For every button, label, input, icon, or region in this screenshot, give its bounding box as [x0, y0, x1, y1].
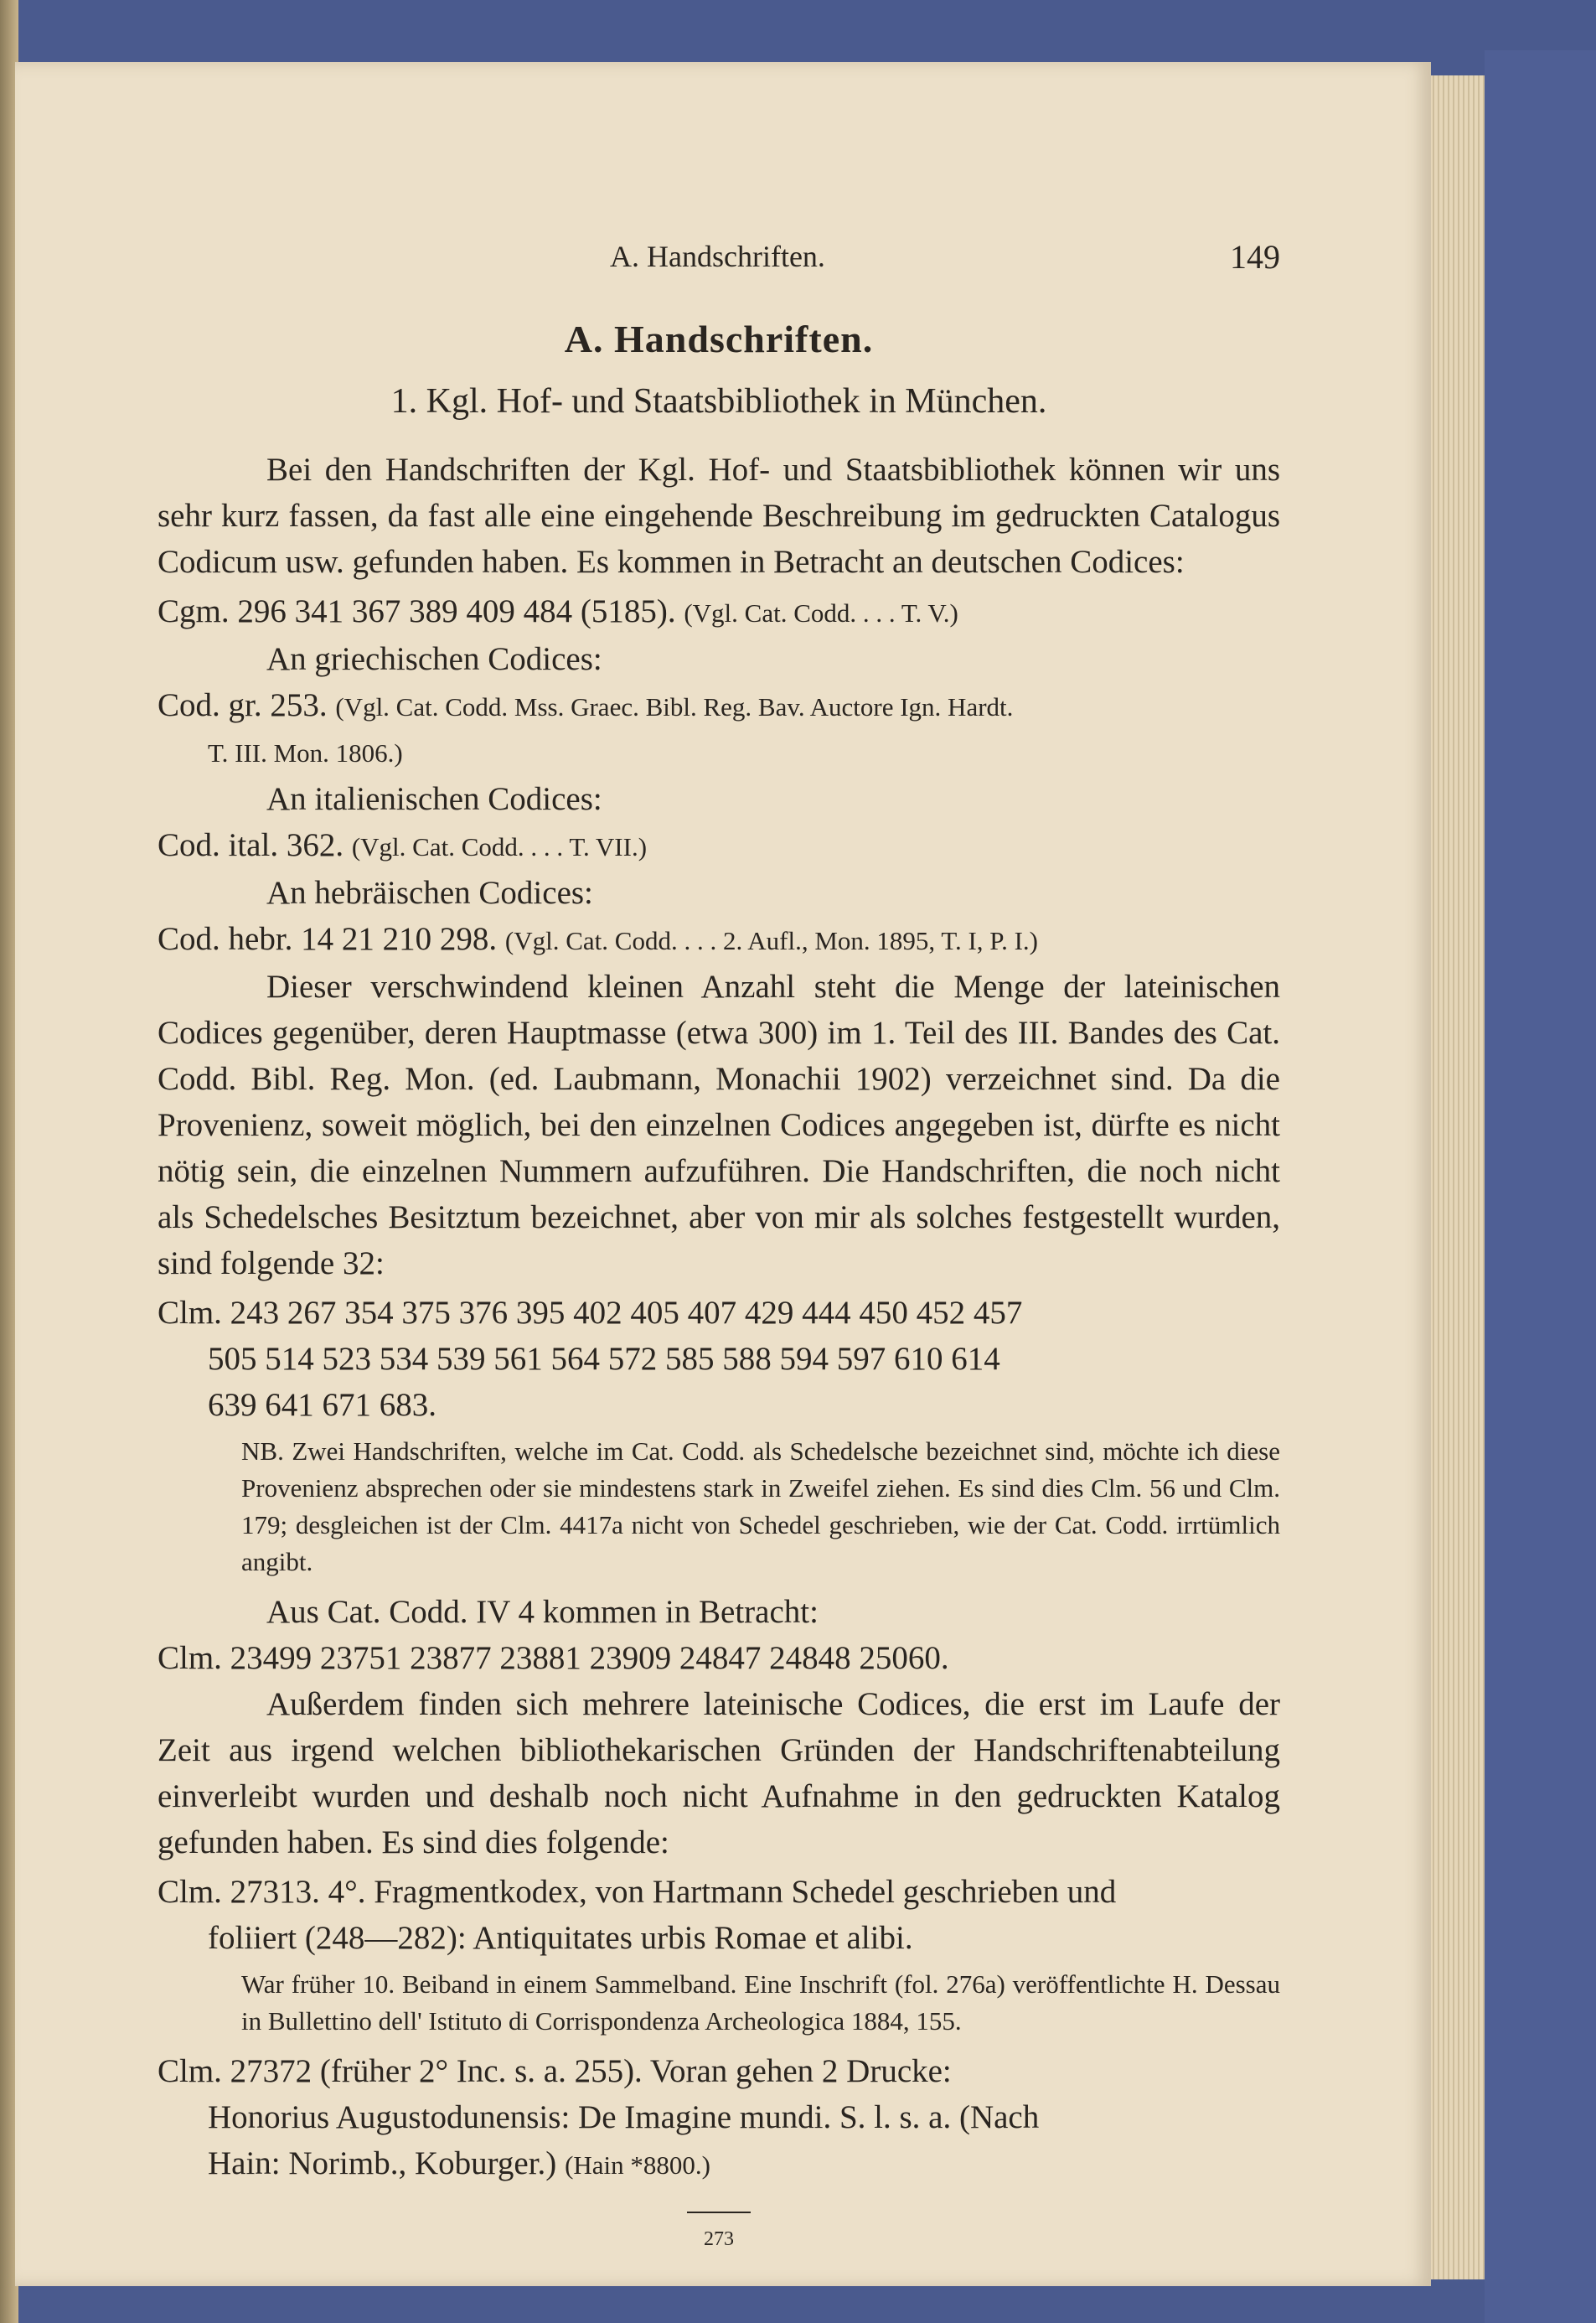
clm-27372-line: Clm. 27372 (früher 2° Inc. s. a. 255). Voran gehen 2 Drucke: — [158, 2053, 952, 2089]
hebrew-heading: An hebräischen Codices: — [266, 875, 593, 911]
intro-paragraph: Bei den Handschriften der Kgl. Hof- und Staatsbibliothek können wir uns sehr kurz fassen, da fast alle eine eingehende Beschreibung im gedruckten Catalogus Codicum usw. gefunden haben. Es kommen in Betracht an deutschen Codices: — [158, 452, 1280, 580]
honorius-entry — [158, 2140, 1280, 2188]
greek-ref-2: T. III. Mon. 1806.) — [208, 738, 403, 768]
footnote-nb: NB. Zwei Handschriften, welche im Cat. Codd. als Schedelsche bezeichnet sind, möchte ich diese Provenienz absprechen oder sie mindestens stark in Zweifel ziehen. Es sind dies Clm. 56 und Clm. 179; desgleichen ist der Clm. 4417a nicht von Schedel geschrieben, wie der Cat. Codd. irrtümlich angibt. — [241, 1436, 1280, 1576]
italian-line: Cod. ital. 362. — [158, 827, 344, 863]
sheet-signature — [158, 2212, 1280, 2263]
cgm-entry — [158, 588, 1280, 636]
page-number: 149 — [1230, 238, 1280, 276]
hebrew-ref: (Vgl. Cat. Codd. . . . 2. Aufl., Mon. 1895, T. I, P. I.) — [504, 926, 1038, 955]
sheet-number: 273 — [687, 2212, 751, 2263]
greek-ref-1: (Vgl. Cat. Codd. Mss. Graec. Bibl. Reg. Bav. Auctore Ign. Hardt. — [335, 692, 1014, 722]
italian-ref: (Vgl. Cat. Codd. . . . T. VII.) — [351, 832, 648, 861]
hebrew-line: Cod. hebr. 14 21 210 298. — [158, 921, 498, 957]
running-head-title: A. Handschriften. — [610, 240, 825, 273]
book-page — [15, 62, 1431, 2286]
greek-heading: An griechischen Codices: — [266, 641, 602, 677]
hebrew-entry — [158, 916, 1280, 964]
greek-entry — [158, 682, 1280, 730]
cat-iv-list: Clm. 23499 23751 23877 23881 23909 24847 24848 25060. — [158, 1640, 949, 1676]
page-stack — [1424, 75, 1485, 2279]
clm-27313-line-1: Clm. 27313. 4°. Fragmentkodex, von Hartmann Schedel geschrieben und — [158, 1874, 1117, 1910]
honorius-line-2: Hain: Norimb., Koburger.) — [208, 2145, 557, 2181]
italian-heading: An italienischen Codices: — [266, 781, 602, 817]
cgm-ref: (Vgl. Cat. Codd. . . . T. V.) — [684, 598, 958, 628]
clm-list-line-1: Clm. 243 267 354 375 376 395 402 405 407 429 444 450 452 457 — [158, 1295, 1023, 1331]
honorius-line-1: Honorius Augustodunensis: De Imagine mundi. S. l. s. a. (Nach — [208, 2099, 1040, 2135]
latin-paragraph: Dieser verschwindend kleinen Anzahl steht die Menge der lateinischen Codices gegenüber, deren Hauptmasse (etwa 300) im 1. Teil des III. Bandes des Cat. Codd. Bibl. Reg. Mon. (ed. Laubmann, Monachii 1902) verzeichnet sind. Da die Provenienz, soweit möglich, bei den einzelnen Codices angegeben ist, dürfte es nicht nötig sein, die einzelnen Nummern aufzuführen. Die Handschriften, die noch nicht als Schedelsches Besitztum bezeichnet, aber von mir als solches festgestellt wurden, sind folgende 32: — [158, 969, 1280, 1281]
page-content — [158, 234, 1280, 2263]
section-title: A. Handschriften. — [564, 318, 874, 360]
running-head — [158, 234, 1280, 276]
italian-entry — [158, 822, 1280, 870]
greek-line: Cod. gr. 253. — [158, 687, 328, 723]
honorius-ref: (Hain *8800.) — [565, 2150, 710, 2180]
clm-list-line-3: 639 641 671 683. — [208, 1387, 436, 1423]
additional-paragraph: Außerdem finden sich mehrere lateinische Codices, die erst im Laufe der Zeit aus irgend welchen bibliothekarischen Gründen der Handschriftenabteilung einverleibt wurden und deshalb noch nicht Aufnahme in den gedruckten Katalog gefunden haben. Es sind dies folgende: — [158, 1686, 1280, 1860]
book-cover-right — [1485, 50, 1596, 2323]
subsection-title: 1. Kgl. Hof- und Staatsbibliothek in München. — [390, 382, 1047, 421]
clm-27313-line-2: foliiert (248—282): Antiquitates urbis Romae et alibi. — [208, 1920, 913, 1956]
cat-iv-heading: Aus Cat. Codd. IV 4 kommen in Betracht: — [266, 1594, 819, 1630]
footnote-clm-27313: War früher 10. Beiband in einem Sammelband. Eine Inschrift (fol. 276a) veröffentlichte H. Dessau in Bullettino dell' Istituto di Corrispondenza Archeologica 1884, 155. — [241, 1969, 1280, 2036]
cgm-line: Cgm. 296 341 367 389 409 484 (5185). — [158, 593, 676, 629]
clm-list-line-2: 505 514 523 534 539 561 564 572 585 588 594 597 610 614 — [208, 1341, 1000, 1377]
